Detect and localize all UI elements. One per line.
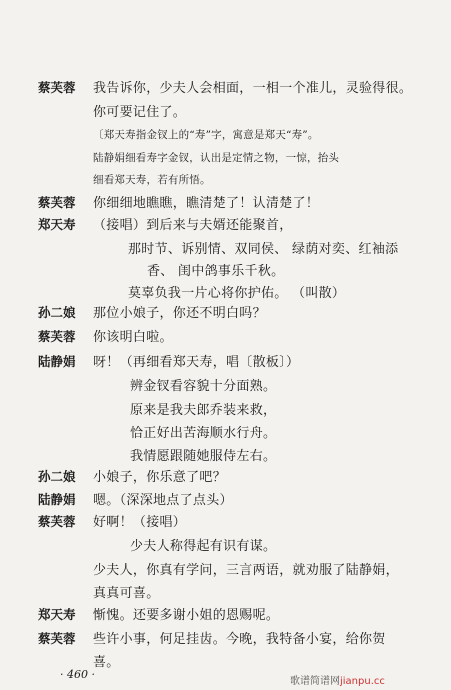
speaker-name: 蔡芙蓉 bbox=[38, 329, 76, 344]
dialogue-line: 那位小娘子，你还不明白吗？ bbox=[93, 306, 266, 321]
stage-direction: 〔郑天寿指金钗上的“寿”字，寓意是郑天“寿”。 bbox=[93, 129, 319, 141]
speaker-name: 孙二娘 bbox=[38, 469, 76, 484]
verse-line: 辨金钗看容貌十分面熟。 bbox=[130, 379, 277, 394]
verse-line: 恰正好出苦海顺水行舟。 bbox=[130, 426, 277, 441]
speaker-name: 陆静娟 bbox=[38, 354, 76, 369]
watermark bbox=[290, 672, 385, 687]
stage-direction: 陆静娟细看寿字金钗，认出是定情之物，一惊，抬头 bbox=[93, 152, 340, 164]
dialogue-line: 我告诉你，少夫人会相面，一相一个准儿，灵验得很。 bbox=[93, 81, 413, 96]
watermark-prefix: 歌谱简谱网 bbox=[290, 676, 340, 687]
dialogue-line: 真真可喜。 bbox=[93, 586, 160, 601]
verse-line: 香、 闺中鸽事乐千秋。 bbox=[147, 264, 285, 279]
verse-line: 我情愿跟随她服侍左右。 bbox=[130, 449, 277, 464]
dialogue-line: 少夫人，你真有学问，三言两语，就劝服了陆静娟， bbox=[93, 563, 399, 578]
dialogue-line: 你可要记住了。 bbox=[93, 105, 187, 120]
speaker-name: 蔡芙蓉 bbox=[38, 195, 76, 210]
dialogue-line: 好啊！（接唱） bbox=[93, 515, 187, 530]
dialogue-line: 你该明白啦。 bbox=[93, 330, 173, 345]
page-number: · 460 · bbox=[60, 668, 95, 681]
verse-line: 少夫人称得起有识有谋。 bbox=[130, 539, 277, 554]
speaker-name: 蔡芙蓉 bbox=[38, 80, 76, 95]
speaker-name: 郑天寿 bbox=[38, 217, 76, 232]
watermark-site: jianpu.cc bbox=[340, 676, 385, 687]
dialogue-line: 些许小事，何足挂齿。今晚，我特备小宴，给你贺 bbox=[93, 632, 386, 647]
speaker-name: 孙二娘 bbox=[38, 305, 76, 320]
speaker-name: 陆静娟 bbox=[38, 492, 76, 507]
verse-line: 莫辜负我一片心将你护佑。 （叫散） bbox=[128, 286, 346, 301]
dialogue-line: （接唱）到后来与夫婿还能聚首， bbox=[93, 218, 293, 233]
stage-direction: 细看郑天寿，若有所悟。 bbox=[93, 174, 211, 186]
dialogue-line: 惭愧。还要多谢小姐的恩赐呢。 bbox=[93, 608, 280, 623]
verse-line: 原来是我夫郎乔装来救， bbox=[130, 403, 277, 418]
dialogue-line: 嗯。（深深地点了点头） bbox=[93, 493, 233, 508]
verse-line: 那时节、诉别情、双同侯、 绿荫对奕、红袖添 bbox=[128, 242, 399, 257]
speaker-name: 郑天寿 bbox=[38, 607, 76, 622]
dialogue-line: 喜。 bbox=[93, 655, 120, 670]
dialogue-line: 呀！（再细看郑天寿，唱〔散板〕） bbox=[93, 355, 300, 370]
dialogue-line: 你细细地瞧瞧，瞧清楚了！认清楚了！ bbox=[93, 196, 320, 211]
speaker-name: 蔡芙蓉 bbox=[38, 514, 76, 529]
dialogue-line: 小娘子，你乐意了吧？ bbox=[93, 470, 227, 485]
speaker-name: 蔡芙蓉 bbox=[38, 631, 76, 646]
